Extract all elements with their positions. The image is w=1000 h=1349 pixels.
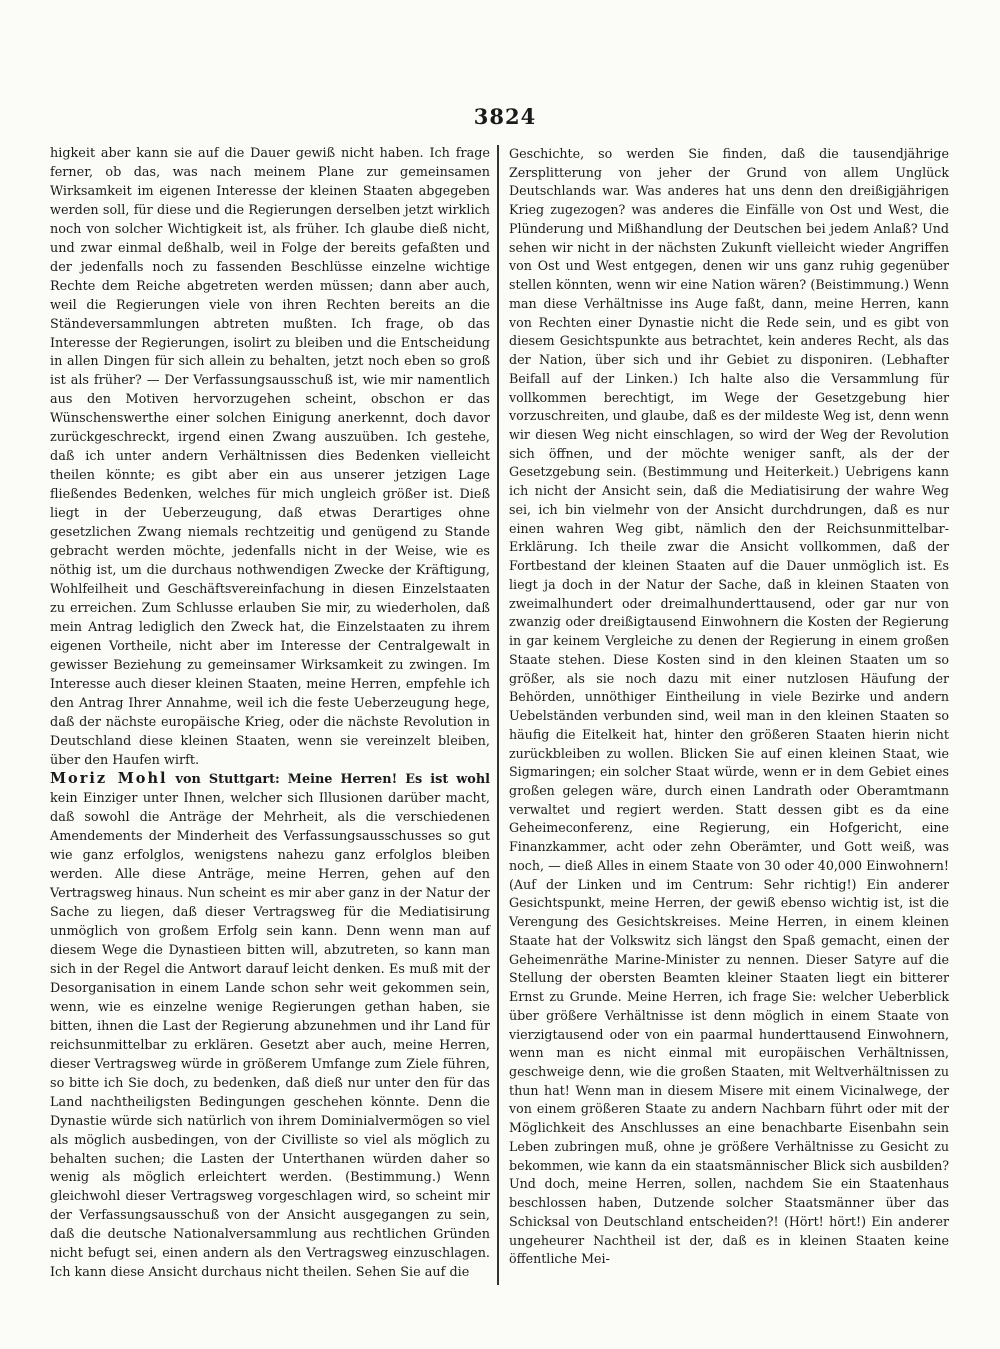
page-number: 3824 [473,104,537,129]
right-column [509,145,949,1269]
column-divider [497,145,499,1285]
speech-text: kein Einziger unter Ihnen, welcher sich Illusionen darüber macht, daß sowohl die Anträge der Mehrheit, als die verschiedenen Amendements der Minderheit des Verfassungsausschusses so gut wie ganz erfolglos, wenigstens nahezu ganz erfolglos bleiben werden. Alle diese Anträge, meine Herren, gehen auf den Vertragsweg hinaus. Nun scheint es mir aber ganz in der Natur der Sache zu liegen, daß dieser Vertragsweg für die Mediatisirung unmöglich von großem Erfolg sein kann. Denn wenn man auf diesem Wege die Dynastieen bitten will, abzutreten, so kann man sich in der Regel die Antwort darauf leicht denken. Es muß mit der Desorganisation in einem Lande schon sehr weit gekommen sein, wenn, wie es einzelne wenige Regierungen gethan haben, sie bitten, ihnen die Last der Regierung abzunehmen und ihr Land für reichsunmittelbar zu erklären. Gesetzt aber auch, meine Herren, dieser Vertragsweg würde in größerem Umfange zum Ziele führen, so bitte ich Sie doch, zu bedenken, daß dieß nur unter den für das Land nachtheiligsten Bedingungen geschehen könnte. Denn die Dynastie würde sich natürlich von ihrem Dominialvermögen so viel als möglich ausbedingen, von der Civilliste so viel als möglich zu behalten suchen; die Lasten der Unterthanen würden daher so wenig als möglich erleichtert werden. (Bestimmung.) Wenn gleichwohl dieser Vertragsweg vorgeschlagen wird, so scheint mir der Verfassungsausschuß von der Ansicht ausgegangen zu sein, daß die deutsche Nationalversammlung aus rechtlichen Gründen nicht befugt sei, einen andern als den Vertragsweg einzuschlagen. Ich kann diese Ansicht durchaus nicht theilen. Sehen Sie auf die [50,791,490,1281]
left-column [50,145,490,1283]
left-paragraph-1: higkeit aber kann sie auf die Dauer gewiß nicht haben. Ich frage ferner, ob das, was nach meinem Plane zur gemeinsamen Wirksamkeit im eigenen Interesse der kleinen Staaten abgegeben werden soll, für diese und die Regierungen derselben jetzt wirklich noch von solcher Wichtigkeit ist, als früher. Ich glaube dieß nicht, und zwar einmal deßhalb, weil in Folge der bereits gefaßten und der jedenfalls noch zu fassenden Beschlüsse einzelne wichtige Rechte dem Reiche abgetreten werden müssen; dann aber auch, weil die Regierungen viele von ihren Rechten bereits an die Ständeversammlungen abtreten mußten. Ich frage, ob das Interesse der Regierungen, isolirt zu bleiben und die Entscheidung in allen Dingen für sich allein zu behalten, jetzt noch eben so groß ist als früher? — Der Verfassungsausschuß ist, wie mir namentlich aus den Motiven hervorzugehen scheint, obschon er das Wünschenswerthe einer solchen Einigung anerkennt, doch davor zurückgeschreckt, irgend einen Zwang auszuüben. Ich gestehe, daß ich unter andern Verhältnissen dies Bedenken vielleicht theilen könnte; es gibt aber ein aus unserer jetzigen Lage fließendes Bedenken, welches für mich ungleich größer ist. Dieß liegt in der Ueberzeugung, daß etwas Derartiges ohne gesetzlichen Zwang niemals rechtzeitig und genügend zu Stande gebracht werden möchte, jedenfalls nicht in der Weise, wie es nöthig ist, um die durchaus nothwendigen Zwecke der Kräftigung, Wohlfeilheit und Geschäftsvereinfachung in diesen Einzelstaaten zu erreichen. Zum Schlusse erlauben Sie mir, zu wiederholen, daß mein Antrag lediglich den Zweck hat, die Einzelstaaten zu ihrem eigenen Vortheile, nicht aber im Interesse der Centralgewalt in gewisser Beziehung zu gemeinsamer Wirksamkeit zu zwingen. Im Interesse auch dieser kleinen Staaten, meine Herren, empfehle ich den Antrag Ihrer Annahme, weil ich die feste Ueberzeugung hege, daß der nächste europäische Krieg, oder die nächste Revolution in Deutschland diese kleinen Staaten, wenn sie vereinzelt bleiben, über den Haufen wirft. [50,146,490,768]
left-paragraph-2 [50,770,490,1283]
right-paragraph-1: Geschichte, so werden Sie finden, daß die tausendjährige Zersplitterung von jeher der Grund von allem Unglück Deutschlands war. Was anderes hat uns denn den dreißigjährigen Krieg zugezogen? was anderes die Einfälle von Ost und West, die Plünderung und Mißhandlung der Deutschen bei jedem Anlaß? Und sehen wir nicht in der nächsten Zukunft vielleicht wieder Angriffen von Ost und West entgegen, denen wir uns ganz ruhig gegenüber stellen könnten, wenn wir eine Nation wären? (Beistimmung.) Wenn man diese Verhältnisse ins Auge faßt, dann, meine Herren, kann von Rechten einer Dynastie nicht die Rede sein, und es gibt von diesem Gesichtspunkte aus betrachtet, kein anderes Recht, als das der Nation, über sich und ihr Gebiet zu disponiren. (Lebhafter Beifall auf der Linken.) Ich halte also die Versammlung für vollkommen berechtigt, im Wege der Gesetzgebung hier vorzuschreiten, und glaube, daß es der mildeste Weg ist, denn wenn wir diesen Weg nicht einschlagen, so wird der Weg der Revolution sich öffnen, und der möchte weniger sanft, als der der Gesetzgebung sein. (Bestimmung und Heiterkeit.) Uebrigens kann ich nicht der Ansicht sein, daß die Mediatisirung der wahre Weg sei, ich bin vielmehr von der Ansicht durchdrungen, daß es nur einen wahren Weg gibt, nämlich den der Reichsunmittelbar-Erklärung. Ich theile zwar die Ansicht vollkommen, daß der Fortbestand der kleinen Staaten auf die Dauer unmöglich ist. Es liegt ja doch in der Natur der Sache, daß in kleinen Staaten von zweimalhundert oder dreimalhunderttausend, oder gar nur von zwanzig oder dreißigtausend Einwohnern die Kosten der Regierung in gar keinem Vergleiche zu denen der Regierung in einem großen Staate stehen. Diese Kosten sind in den kleinen Staaten um so größer, als sie noch dazu mit einer nutzlosen Häufung der Behörden, unnöthiger Eintheilung in viele Bezirke und andern Uebelständen verbunden sind, weil man in den kleinen Staaten so häufig die Eitelkeit hat, hinter den größeren Staaten hierin nicht zurückbleiben zu wollen. Blicken Sie auf einen kleinen Staat, wie Sigmaringen; ein solcher Staat würde, wenn er in dem Gebiet eines großen gelegen wäre, durch einen Landrath oder Oberamtmann verwaltet und regiert werden. Statt dessen gibt es da eine Geheimeconferenz, eine Regierung, ein Hofgericht, eine Finanzkammer, acht oder zehn Oberämter, und Gott weiß, was noch, — dieß Alles in einem Staate von 30 oder 40,000 Einwohnern! (Auf der Linken und im Centrum: Sehr richtig!) Ein anderer Gesichtspunkt, meine Herren, der gewiß ebenso wichtig ist, ist die Verengung des Gesichtskreises. Meine Herren, in einem kleinen Staate hat der Volkswitz sich längst den Spaß gemacht, einen der Geheimenräthe Marine-Minister zu nennen. Dieser Satyre auf die Stellung der obersten Beamten kleiner Staaten liegt ein bitterer Ernst zu Grunde. Meine Herren, ich frage Sie: welcher Ueberblick über größere Verhältnisse ist denn möglich in einem Staate von vierzigtausend oder von ein paarmal hunderttausend Einwohnern, wenn man es nicht einmal mit europäischen Verhältnissen, geschweige denn, wie die großen Staaten, mit Weltverhältnissen zu thun hat! Wenn man in diesem Misere mit einem Vicinalwege, der von einem größeren Staate zu andern Nachbarn führt oder mit der Möglichkeit des Anschlusses an eine benachbarte Eisenbahn sein Leben zubringen muß, ohne je größere Verhältnisse zu Gesicht zu bekommen, wie kann da ein staatsmännischer Blick sich ausbilden? Und doch, meine Herren, sollen, nachdem Sie ein Staatenhaus beschlossen haben, Dutzende solcher Staatsmänner über das Schicksal von Deutschland entscheiden?! (Hört! hört!) Ein anderer ungeheurer Nachtheil ist der, daß es in kleinen Staaten keine öffentliche Mei- [509,146,949,1267]
speaker-name: Moriz Mohl [50,770,168,788]
speaker-intro: von Stuttgart: Meine Herren! Es ist wohl [167,772,490,788]
